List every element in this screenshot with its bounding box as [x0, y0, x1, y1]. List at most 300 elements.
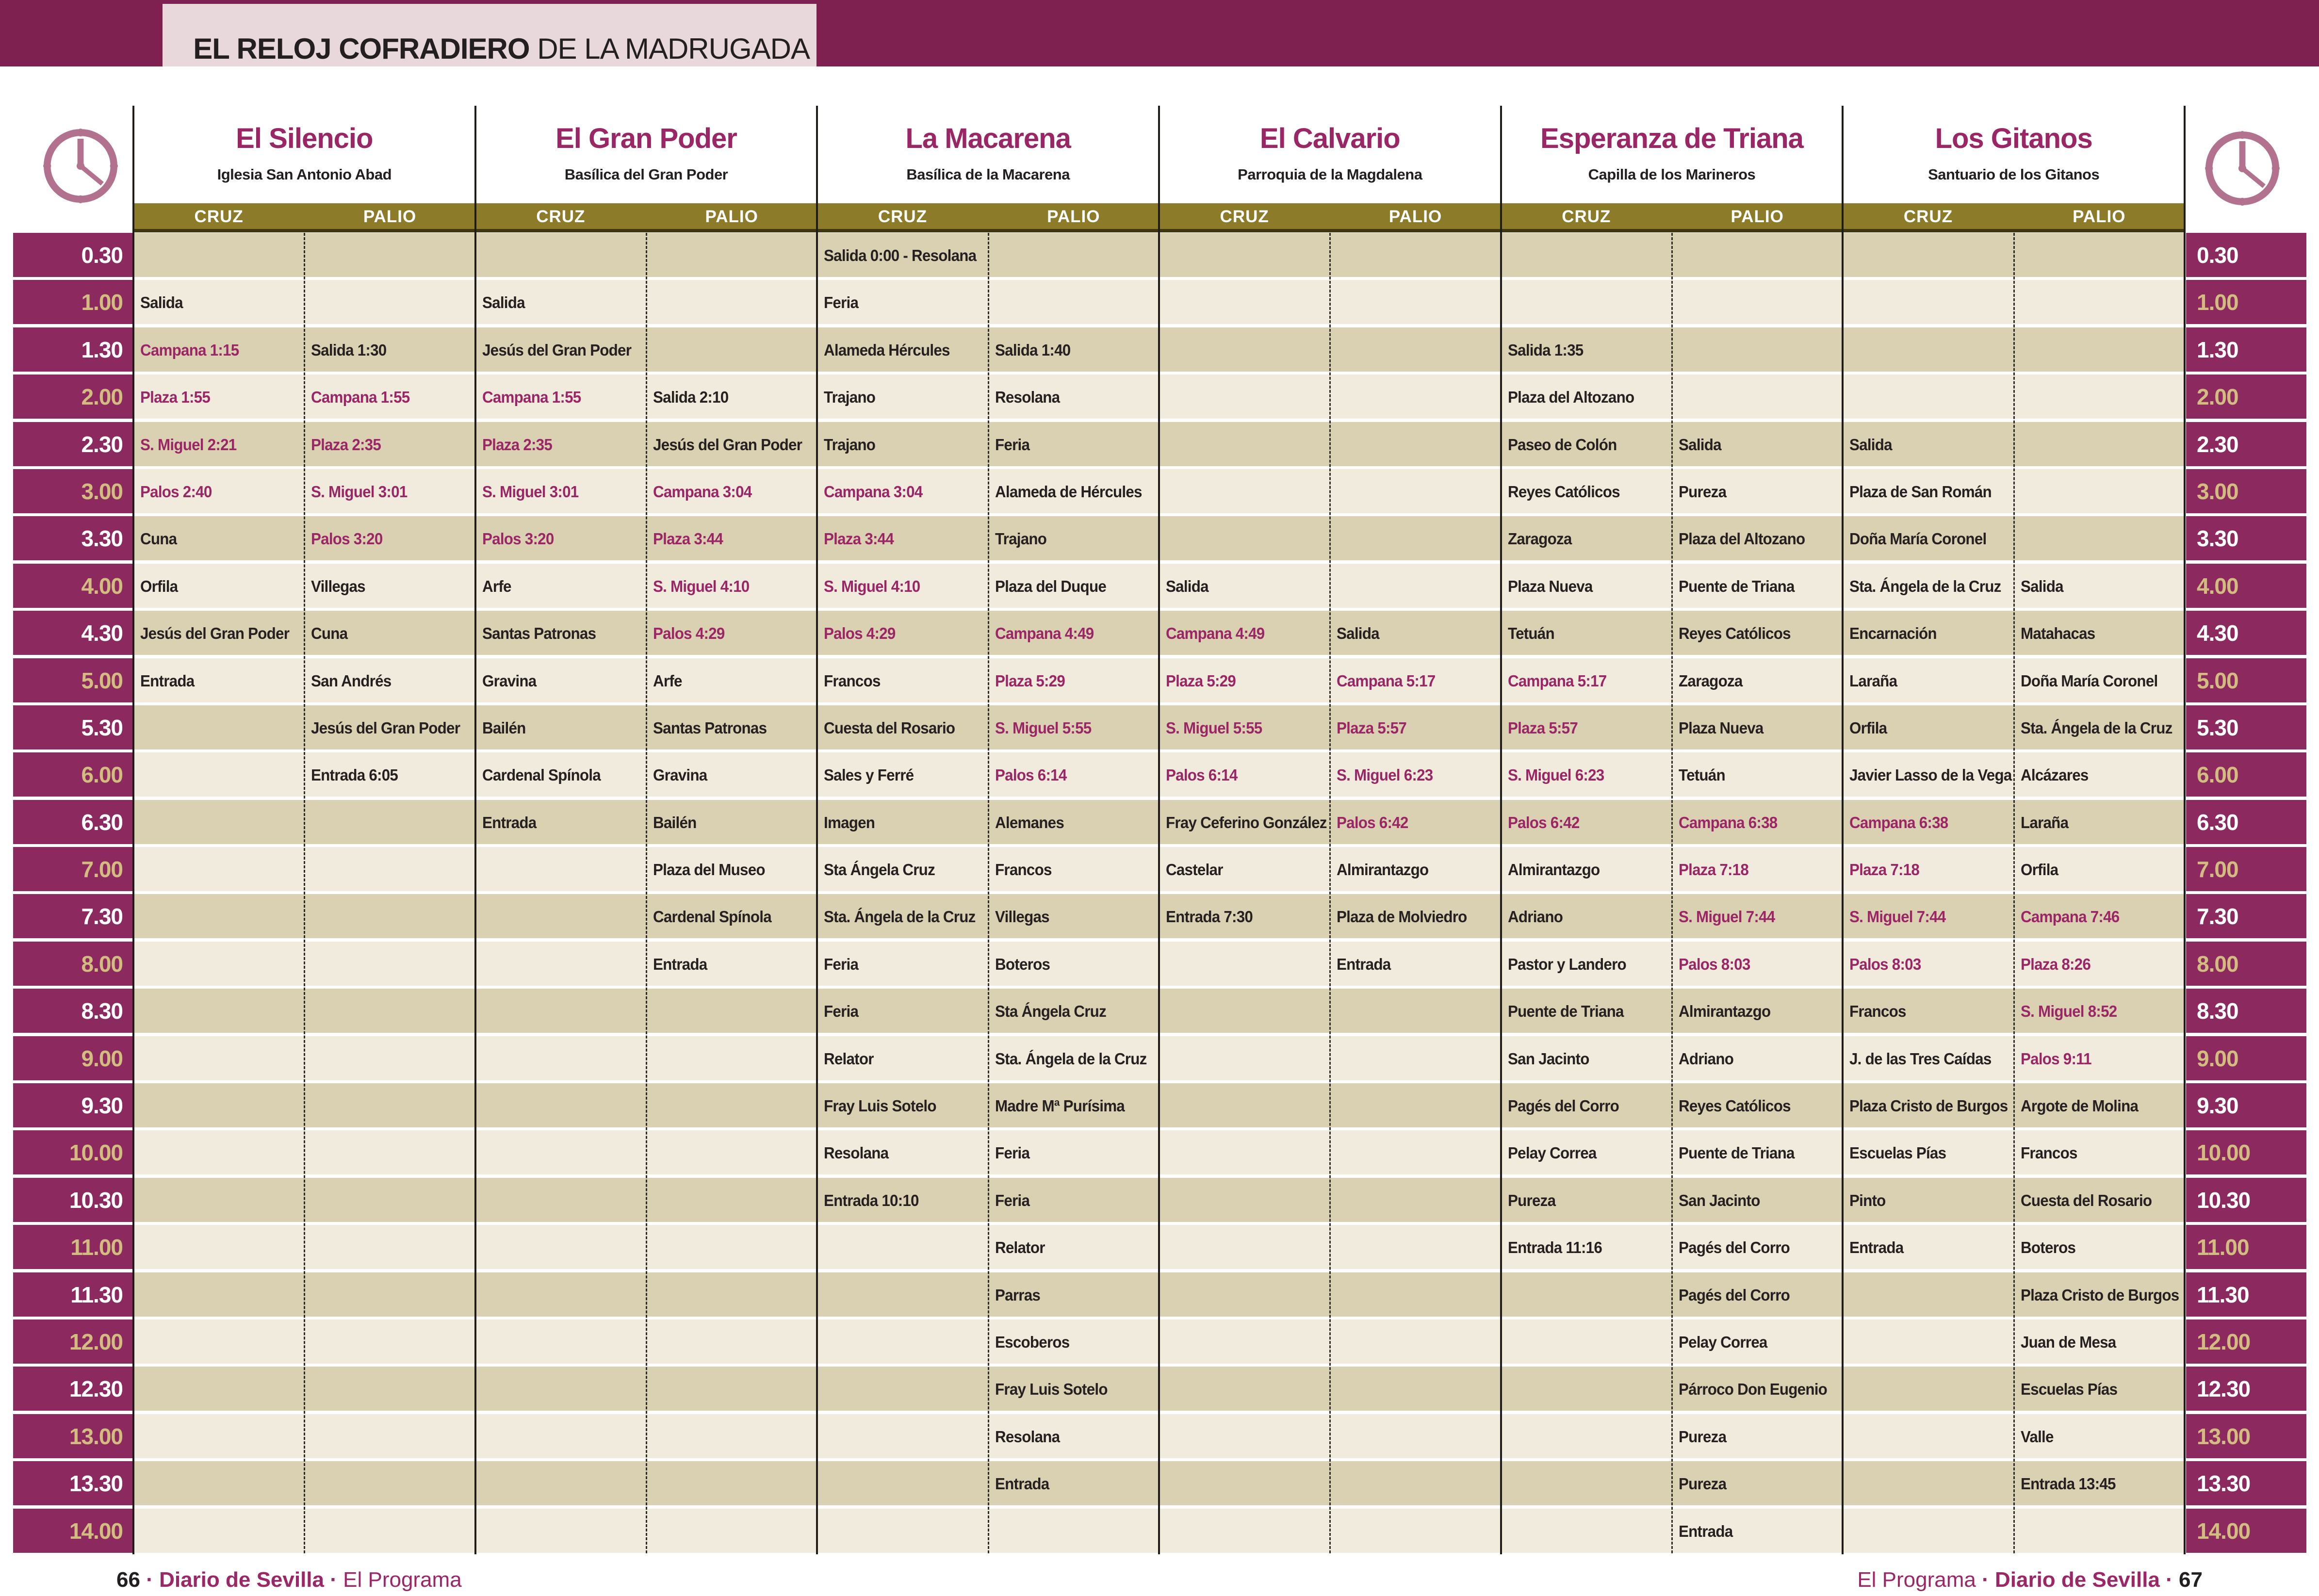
schedule-cell: Santas Patronas: [653, 718, 767, 737]
time-cell: 8.30: [13, 989, 133, 1033]
schedule-cell: Palos 4:29: [653, 624, 725, 643]
cruz-palio-divider: [304, 233, 305, 1553]
schedule-cell: Sta. Ángela de la Cruz: [2020, 718, 2172, 737]
cruz-label: CRUZ: [1562, 207, 1611, 226]
schedule-cell: S. Miguel 3:01: [311, 482, 408, 501]
time-cell: 6.00: [2186, 752, 2306, 797]
time-rail-right: [2186, 233, 2306, 1556]
time-cell: 11.30: [13, 1272, 133, 1317]
schedule-cell: Entrada 10:10: [824, 1191, 919, 1209]
footer-brand: Diario de Sevilla: [159, 1568, 325, 1592]
time-cell: 13.00: [13, 1414, 133, 1458]
column-divider: [1158, 106, 1160, 1554]
schedule-cell: Plaza del Altozano: [1679, 530, 1805, 548]
schedule-cell: San Andrés: [311, 671, 392, 690]
brotherhood-header: [133, 106, 475, 203]
time-rail-left: [13, 233, 133, 1556]
schedule-cell: Puente de Triana: [1679, 577, 1795, 595]
schedule-cell: Salida: [1166, 577, 1208, 595]
schedule-cell: Cuna: [311, 624, 348, 643]
cruz-palio-divider: [646, 233, 647, 1553]
time-cell: 1.00: [13, 280, 133, 324]
schedule-cell: Feria: [995, 435, 1029, 454]
time-cell: 3.30: [13, 516, 133, 560]
schedule-cell: Alcázares: [2020, 766, 2089, 784]
footer-dot: ·: [146, 1568, 153, 1592]
schedule-cell: Campana 1:15: [140, 341, 239, 359]
schedule-cell: Plaza 1:55: [140, 388, 211, 407]
schedule-cell: Plaza de San Román: [1849, 482, 1992, 501]
schedule-cell: Plaza 7:18: [1849, 861, 1920, 879]
schedule-cell: Tetuán: [1507, 624, 1554, 643]
time-cell: 11.00: [2186, 1225, 2306, 1269]
schedule-cell: Palos 6:42: [1337, 813, 1408, 831]
schedule-cell: Plaza 3:44: [824, 530, 894, 548]
brotherhood-header: [1843, 106, 2185, 203]
schedule-cell: Salida 1:35: [1507, 341, 1584, 359]
schedule-cell: Salida: [1849, 435, 1893, 454]
schedule-cell: Palos 6:14: [995, 766, 1067, 784]
schedule-cell: Zaragoza: [1679, 671, 1743, 690]
brotherhood-church: Santuario de los Gitanos: [1928, 166, 2100, 183]
schedule-cell: Campana 1:55: [311, 388, 410, 407]
schedule-cell: Cuna: [140, 530, 177, 548]
time-cell: 12.00: [2186, 1319, 2306, 1364]
schedule-cell: Escuelas Pías: [1849, 1144, 1946, 1162]
schedule-cell: Reyes Católicos: [1679, 624, 1791, 643]
schedule-cell: Relator: [995, 1238, 1045, 1257]
schedule-cell: Plaza de Molviedro: [1337, 908, 1467, 926]
schedule-cell: Francos: [824, 671, 881, 690]
schedule-cell: J. de las Tres Caídas: [1849, 1049, 1992, 1068]
time-cell: 7.30: [13, 894, 133, 938]
time-cell: 8.00: [13, 942, 133, 986]
schedule-cell: Francos: [995, 861, 1052, 879]
schedule-cell: Salida: [1337, 624, 1380, 643]
schedule-cell: Palos 6:14: [1166, 766, 1238, 784]
time-cell: 10.30: [13, 1178, 133, 1222]
footer-page: 67: [2179, 1568, 2203, 1592]
footer-page: 66: [116, 1568, 140, 1592]
brotherhood-church: Capilla de los Marineros: [1588, 166, 1756, 183]
schedule-cell: Jesús del Gran Poder: [311, 718, 460, 737]
time-cell: 3.00: [2186, 469, 2306, 513]
schedule-cell: Francos: [2020, 1144, 2077, 1162]
schedule-cell: Salida 1:30: [311, 341, 387, 359]
schedule-cell: Matahacas: [2020, 624, 2095, 643]
schedule-cell: Pelay Correa: [1679, 1333, 1767, 1351]
schedule-cell: Jesús del Gran Poder: [482, 341, 631, 359]
schedule-cell: Madre Mª Purísima: [995, 1097, 1125, 1115]
schedule-cell: Fray Luis Sotelo: [995, 1380, 1108, 1399]
schedule-cell: Salida 0:00 - Resolana: [824, 246, 977, 264]
schedule-cell: Campana 3:04: [653, 482, 752, 501]
schedule-cell: Fray Ceferino González: [1166, 813, 1327, 831]
time-cell: 0.30: [2186, 233, 2306, 277]
time-cell: 10.00: [13, 1130, 133, 1174]
schedule-cell: Sales y Ferré: [824, 766, 914, 784]
schedule-cell: Pureza: [1679, 482, 1727, 501]
schedule-cell: Sta. Ángela de la Cruz: [1849, 577, 2001, 595]
time-cell: 1.30: [13, 327, 133, 372]
schedule-cell: Villegas: [995, 908, 1049, 926]
schedule-cell: S. Miguel 5:55: [1166, 718, 1262, 737]
footer-brand: Diario de Sevilla: [1994, 1568, 2160, 1592]
schedule-cell: Orfila: [1849, 718, 1887, 737]
schedule-cell: Plaza 5:57: [1507, 718, 1578, 737]
schedule-cell: Puente de Triana: [1507, 1002, 1624, 1021]
time-cell: 5.00: [2186, 658, 2306, 702]
palio-label: PALIO: [1731, 207, 1784, 226]
brotherhood-church: Parroquia de la Magdalena: [1238, 166, 1422, 183]
schedule-cell: S. Miguel 6:23: [1337, 766, 1433, 784]
schedule-cell: Campana 6:38: [1849, 813, 1948, 831]
page-title: [193, 32, 810, 65]
schedule-cell: Reyes Católicos: [1507, 482, 1620, 501]
time-cell: 6.30: [13, 800, 133, 844]
schedule-cell: Entrada: [995, 1475, 1049, 1493]
schedule-cell: Encarnación: [1849, 624, 1937, 643]
schedule-cell: Feria: [995, 1191, 1029, 1209]
schedule-cell: Pinto: [1849, 1191, 1886, 1209]
schedule-cell: Pagés del Corro: [1679, 1286, 1790, 1304]
schedule-cell: Campana 4:49: [995, 624, 1094, 643]
schedule-cell: Salida: [482, 293, 525, 312]
schedule-cell: S. Miguel 4:10: [653, 577, 750, 595]
time-cell: 9.00: [2186, 1036, 2306, 1080]
schedule-cell: Párroco Don Eugenio: [1679, 1380, 1828, 1399]
schedule-cell: Plaza 8:26: [2020, 955, 2090, 973]
schedule-cell: Javier Lasso de la Vega: [1849, 766, 2012, 784]
schedule-cell: Plaza 5:29: [995, 671, 1065, 690]
time-cell: 11.30: [2186, 1272, 2306, 1317]
schedule-cell: Plaza 2:35: [311, 435, 381, 454]
schedule-cell: Boteros: [2020, 1238, 2075, 1257]
schedule-cell: Adriano: [1507, 908, 1563, 926]
schedule-cell: Boteros: [995, 955, 1050, 973]
cruz-palio-divider: [2013, 233, 2015, 1553]
time-cell: 10.30: [2186, 1178, 2306, 1222]
schedule-cell: Cardenal Spínola: [482, 766, 601, 784]
time-cell: 4.30: [13, 611, 133, 655]
schedule-cell: Almirantazgo: [1679, 1002, 1771, 1021]
palio-label: PALIO: [1388, 207, 1442, 226]
schedule-cell: Santas Patronas: [482, 624, 596, 643]
time-cell: 12.30: [13, 1367, 133, 1411]
schedule-cell: Plaza Cristo de Burgos: [2020, 1286, 2179, 1304]
schedule-cell: Sta Ángela Cruz: [824, 861, 935, 879]
schedule-cell: Entrada 11:16: [1507, 1238, 1602, 1257]
schedule-cell: Cardenal Spínola: [653, 908, 771, 926]
schedule-cell: S. Miguel 4:10: [824, 577, 920, 595]
footer-program: El Programa: [343, 1568, 462, 1592]
brotherhood-header: [817, 106, 1159, 203]
time-cell: 3.30: [2186, 516, 2306, 560]
schedule-cell: S. Miguel 7:44: [1679, 908, 1775, 926]
page-title-regular: DE LA MADRUGADA: [529, 33, 810, 65]
schedule-cell: Entrada: [140, 671, 195, 690]
schedule-cell: Plaza Cristo de Burgos: [1849, 1097, 2008, 1115]
time-cell: 1.30: [2186, 327, 2306, 372]
time-cell: 1.00: [2186, 280, 2306, 324]
schedule-cell: Salida: [1679, 435, 1721, 454]
schedule-cell: Imagen: [824, 813, 875, 831]
schedule-cell: Cuesta del Rosario: [2020, 1191, 2152, 1209]
schedule-cell: Pastor y Landero: [1507, 955, 1626, 973]
time-cell: 7.30: [2186, 894, 2306, 938]
schedule-cell: Orfila: [2020, 861, 2058, 879]
schedule-cell: Trajano: [824, 435, 876, 454]
cruz-label: CRUZ: [536, 207, 586, 226]
schedule-cell: Adriano: [1679, 1049, 1734, 1068]
brotherhood-name: Los Gitanos: [1935, 123, 2092, 154]
brotherhood-name: El Calvario: [1259, 123, 1400, 154]
schedule-cell: Cuesta del Rosario: [824, 718, 955, 737]
schedule-cell: Jesús del Gran Poder: [140, 624, 290, 643]
page-title-bold: EL RELOJ COFRADIERO: [193, 33, 530, 65]
schedule-cell: Alameda de Hércules: [995, 482, 1142, 501]
schedule-cell: Pagés del Corro: [1679, 1238, 1790, 1257]
brotherhood-header: [1501, 106, 1843, 203]
schedule-cell: Valle: [2020, 1427, 2054, 1446]
schedule-cell: Palos 2:40: [140, 482, 212, 501]
palio-label: PALIO: [363, 207, 417, 226]
brotherhood-church: Iglesia San Antonio Abad: [217, 166, 392, 183]
schedule-cell: Plaza 5:29: [1166, 671, 1236, 690]
time-cell: 7.00: [2186, 847, 2306, 891]
brotherhood-name: La Macarena: [905, 123, 1071, 154]
schedule-cell: Pureza: [1507, 1191, 1555, 1209]
schedule-cell: Argote de Molina: [2020, 1097, 2138, 1115]
schedule-cell: Castelar: [1166, 861, 1223, 879]
schedule-cell: S. Miguel 2:21: [140, 435, 237, 454]
schedule-cell: Resolana: [824, 1144, 889, 1162]
schedule-cell: Paseo de Colón: [1507, 435, 1617, 454]
time-cell: 4.00: [2186, 564, 2306, 608]
schedule-cell: Campana 5:17: [1507, 671, 1607, 690]
schedule-cell: Tetuán: [1679, 766, 1725, 784]
schedule-cell: Bailén: [653, 813, 697, 831]
schedule-cell: Salida: [2020, 577, 2063, 595]
palio-label: PALIO: [1047, 207, 1100, 226]
schedule-cell: Campana 4:49: [1166, 624, 1265, 643]
schedule-cell: Pureza: [1679, 1427, 1727, 1446]
title-box: [163, 4, 817, 66]
schedule-cell: Almirantazgo: [1337, 861, 1429, 879]
schedule-cell: Palos 4:29: [824, 624, 896, 643]
schedule-cell: Trajano: [824, 388, 876, 407]
cruz-label: CRUZ: [1220, 207, 1269, 226]
schedule-cell: Plaza 3:44: [653, 530, 723, 548]
schedule-cell: Campana 3:04: [824, 482, 923, 501]
schedule-cell: Entrada: [1679, 1522, 1733, 1540]
cruz-label: CRUZ: [194, 207, 244, 226]
palio-label: PALIO: [2073, 207, 2126, 226]
schedule-cell: Puente de Triana: [1679, 1144, 1795, 1162]
time-cell: 6.30: [2186, 800, 2306, 844]
schedule-cell: S. Miguel 7:44: [1849, 908, 1946, 926]
schedule-cell: Arfe: [653, 671, 682, 690]
schedule-cell: Fray Luis Sotelo: [824, 1097, 937, 1115]
time-cell: 10.00: [2186, 1130, 2306, 1174]
schedule-cell: Salida 2:10: [653, 388, 729, 407]
time-cell: 2.30: [13, 422, 133, 466]
schedule-cell: Entrada: [653, 955, 707, 973]
schedule-cell: Feria: [824, 293, 859, 312]
schedule-cell: Feria: [995, 1144, 1029, 1162]
schedule-cell: Pureza: [1679, 1475, 1727, 1493]
schedule-cell: Trajano: [995, 530, 1046, 548]
column-divider: [474, 106, 476, 1554]
time-cell: 5.30: [2186, 705, 2306, 749]
schedule-cell: Sta. Ángela de la Cruz: [995, 1049, 1147, 1068]
time-cell: 5.00: [13, 658, 133, 702]
clock-icon: [2204, 130, 2281, 207]
time-cell: 14.00: [13, 1509, 133, 1553]
schedule-cell: Campana 1:55: [482, 388, 581, 407]
time-cell: 4.00: [13, 564, 133, 608]
schedule-cell: Arfe: [482, 577, 511, 595]
schedule-cell: S. Miguel 6:23: [1507, 766, 1604, 784]
time-cell: 9.30: [2186, 1083, 2306, 1127]
schedule-cell: Campana 5:17: [1337, 671, 1436, 690]
time-cell: 5.30: [13, 705, 133, 749]
schedule-cell: Feria: [824, 1002, 859, 1021]
schedule-cell: Pelay Correa: [1507, 1144, 1597, 1162]
schedule-cell: Gravina: [482, 671, 537, 690]
time-cell: 9.00: [13, 1036, 133, 1080]
footer-dot: ·: [1982, 1568, 1989, 1592]
schedule-cell: Entrada: [1337, 955, 1391, 973]
time-cell: 6.00: [13, 752, 133, 797]
schedule-cell: Plaza Nueva: [1507, 577, 1593, 595]
palio-label: PALIO: [705, 207, 758, 226]
schedule-cell: Villegas: [311, 577, 366, 595]
time-cell: 2.30: [2186, 422, 2306, 466]
brotherhood-header: [475, 106, 817, 203]
schedule-cell: Salida 1:40: [995, 341, 1071, 359]
schedule-cell: Bailén: [482, 718, 526, 737]
column-divider: [1500, 106, 1502, 1554]
schedule-cell: Salida: [140, 293, 183, 312]
schedule-cell: Palos 3:20: [311, 530, 383, 548]
brotherhood-header: [1159, 106, 1501, 203]
schedule-cell: Plaza 7:18: [1679, 861, 1749, 879]
schedule-cell: Jesús del Gran Poder: [653, 435, 802, 454]
brotherhood-name: El Gran Poder: [555, 123, 737, 154]
time-cell: 4.30: [2186, 611, 2306, 655]
schedule-cell: Feria: [824, 955, 859, 973]
schedule-cell: Palos 9:11: [2020, 1049, 2091, 1068]
schedule-cell: Entrada: [1849, 1238, 1904, 1257]
column-divider: [132, 106, 134, 1554]
cruz-palio-divider: [1671, 233, 1673, 1553]
schedule-cell: Doña María Coronel: [2020, 671, 2158, 690]
time-cell: 2.00: [2186, 375, 2306, 419]
time-cell: 12.30: [2186, 1367, 2306, 1411]
time-cell: 0.30: [13, 233, 133, 277]
schedule-cell: Laraña: [1849, 671, 1897, 690]
schedule-cell: Entrada 6:05: [311, 766, 398, 784]
time-cell: 13.00: [2186, 1414, 2306, 1458]
schedule-cell: S. Miguel 5:55: [995, 718, 1092, 737]
clock-icon: [42, 127, 119, 205]
footer-left: [116, 1568, 462, 1592]
schedule-cell: Reyes Católicos: [1679, 1097, 1791, 1115]
schedule-cell: S. Miguel 3:01: [482, 482, 579, 501]
column-divider: [816, 106, 818, 1554]
schedule-cell: Entrada: [482, 813, 537, 831]
schedule-cell: Alameda Hércules: [824, 341, 950, 359]
schedule-cell: Pagés del Corro: [1507, 1097, 1619, 1115]
schedule-cell: Parras: [995, 1286, 1040, 1304]
schedule-cell: Campana 7:46: [2020, 908, 2120, 926]
schedule-cell: San Jacinto: [1679, 1191, 1760, 1209]
schedule-cell: Escuelas Pías: [2020, 1380, 2117, 1399]
cruz-palio-divider: [1329, 233, 1331, 1553]
cruz-palio-divider: [988, 233, 989, 1553]
schedule-cell: Palos 8:03: [1849, 955, 1921, 973]
brotherhood-church: Basílica del Gran Poder: [564, 166, 728, 183]
schedule-cell: Escoberos: [995, 1333, 1070, 1351]
time-cell: 12.00: [13, 1319, 133, 1364]
brotherhood-church: Basílica de la Macarena: [906, 166, 1070, 183]
schedule-cell: Palos 3:20: [482, 530, 554, 548]
schedule-cell: Plaza del Museo: [653, 861, 765, 879]
time-cell: 2.00: [13, 375, 133, 419]
footer-program: El Programa: [1857, 1568, 1976, 1592]
schedule-cell: S. Miguel 8:52: [2020, 1002, 2117, 1021]
brotherhood-name: El Silencio: [236, 123, 373, 154]
schedule-cell: Juan de Mesa: [2020, 1333, 2116, 1351]
schedule-cell: Gravina: [653, 766, 707, 784]
time-cell: 8.00: [2186, 942, 2306, 986]
brotherhood-name: Esperanza de Triana: [1540, 123, 1803, 154]
cruz-label: CRUZ: [878, 207, 928, 226]
schedule-cell: Francos: [1849, 1002, 1906, 1021]
time-cell: 14.00: [2186, 1509, 2306, 1553]
schedule-cell: Resolana: [995, 1427, 1060, 1446]
schedule-cell: Plaza 2:35: [482, 435, 552, 454]
schedule-cell: Sta. Ángela de la Cruz: [824, 908, 976, 926]
time-cell: 3.00: [13, 469, 133, 513]
schedule-cell: Alemanes: [995, 813, 1064, 831]
schedule-cell: Plaza Nueva: [1679, 718, 1764, 737]
schedule-cell: Sta Ángela Cruz: [995, 1002, 1106, 1021]
schedule-cell: Plaza del Duque: [995, 577, 1106, 595]
schedule-cell: Palos 8:03: [1679, 955, 1750, 973]
footer-right: [1601, 1568, 2203, 1592]
schedule-cell: Entrada 7:30: [1166, 908, 1253, 926]
schedule-cell: Laraña: [2020, 813, 2068, 831]
schedule-cell: Zaragoza: [1507, 530, 1572, 548]
schedule-cell: Resolana: [995, 388, 1060, 407]
schedule-cell: Relator: [824, 1049, 874, 1068]
time-cell: 8.30: [2186, 989, 2306, 1033]
footer-dot: ·: [330, 1568, 337, 1592]
time-cell: 13.30: [13, 1461, 133, 1505]
schedule-cell: Plaza 5:57: [1337, 718, 1407, 737]
schedule-cell: San Jacinto: [1507, 1049, 1589, 1068]
schedule-cell: Campana 6:38: [1679, 813, 1778, 831]
time-cell: 13.30: [2186, 1461, 2306, 1505]
time-cell: 7.00: [13, 847, 133, 891]
schedule-cell: Almirantazgo: [1507, 861, 1600, 879]
schedule-cell: Palos 6:42: [1507, 813, 1580, 831]
time-cell: 9.30: [13, 1083, 133, 1127]
time-cell: 11.00: [13, 1225, 133, 1269]
schedule-cell: Entrada 13:45: [2020, 1475, 2116, 1493]
